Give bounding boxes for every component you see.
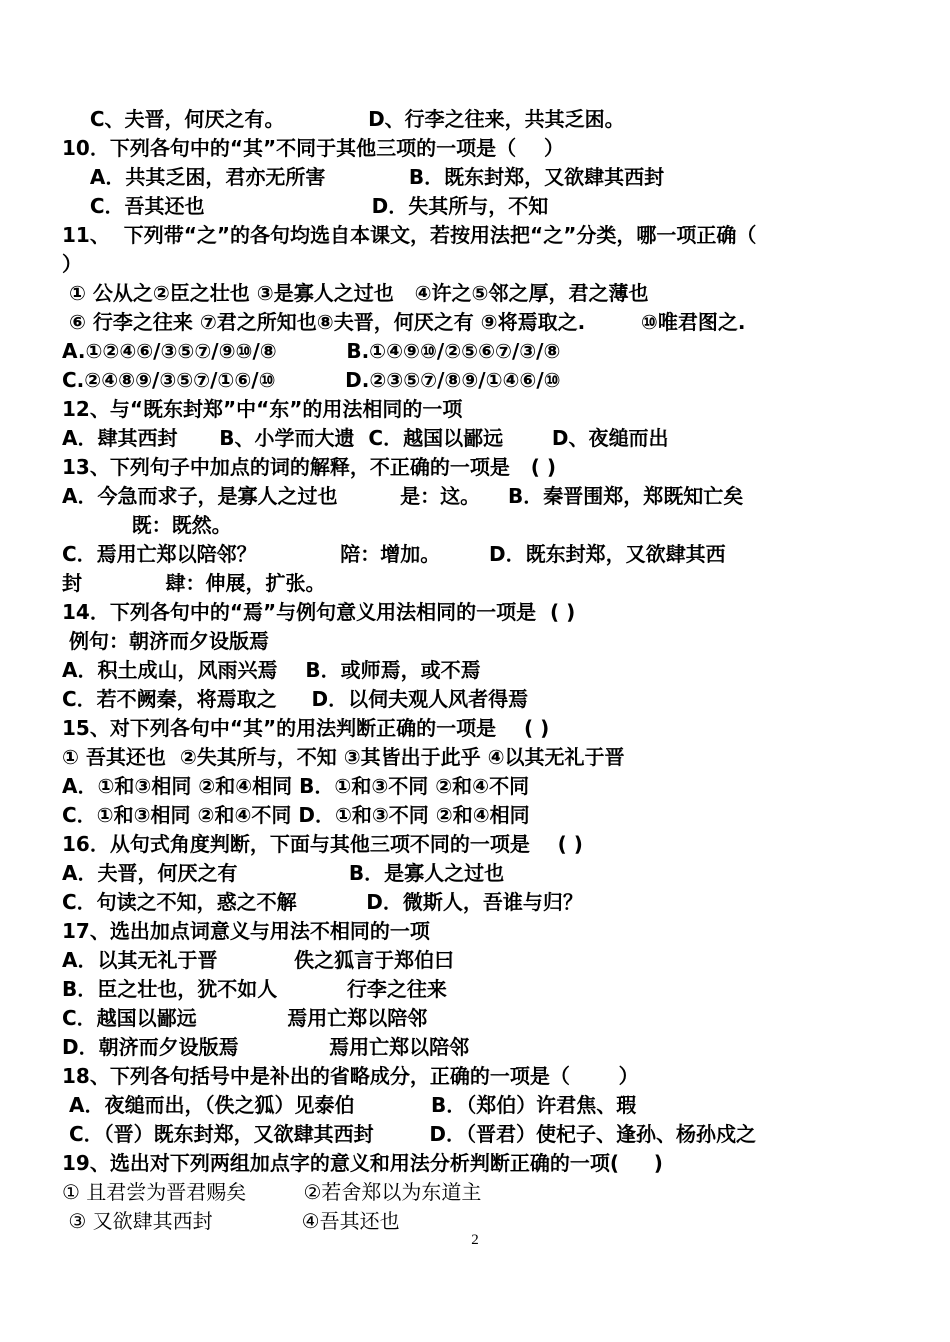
text-line: A．①和③相同 ②和④相同 B．①和③不同 ②和④不同 — [62, 774, 530, 798]
text-line: 19、选出对下列两组加点字的意义和用法分析判断正确的一项( ) — [62, 1151, 663, 1175]
text-line: A．肆其西封 B、小学而大遗 C．越国以鄙远 D、夜缒而出 — [62, 426, 669, 450]
text-line: ① 吾其还也 ②失其所与，不知 ③其皆出于此乎 ④以其无礼于晋 — [62, 745, 625, 769]
text-line: 15、对下列各句中“其”的用法判断正确的一项是 ( ) — [62, 716, 550, 740]
text-line: C．句读之不知，惑之不解 D．微斯人，吾谁与归？ — [62, 890, 583, 914]
text-line: ⑥ 行李之往来 ⑦君之所知也⑧夫晋，何厌之有 ⑨将焉取之. ⑩唯君图之. — [62, 310, 746, 334]
text-line: 12、与“既东封郑”中“东”的用法相同的一项 — [62, 397, 463, 421]
text-line: A．今急而求子，是寡人之过也 是：这。 B．秦晋围郑，郑既知亡矣 — [62, 484, 744, 508]
text-line: 13、下列句子中加点的词的解释，不正确的一项是 ( ) — [62, 455, 556, 479]
text-line: C．①和③相同 ②和④不同 D．①和③不同 ②和④相同 — [62, 803, 530, 827]
text-line: C、夫晋，何厌之有。 D、行李之往来，共其乏困。 — [62, 107, 625, 131]
text-line: ③ 又欲肆其西封 ④吾其还也 — [62, 1209, 400, 1233]
text-line: 例句：朝济而夕设版焉 — [62, 629, 269, 653]
text-line: A．共其乏困，君亦无所害 B．既东封郑，又欲肆其西封 — [62, 165, 665, 189]
page-number: 2 — [471, 1232, 479, 1248]
text-line: 16．从句式角度判断，下面与其他三项不同的一项是 ( ) — [62, 832, 583, 856]
text-line: A．夫晋，何厌之有 B．是寡人之过也 — [62, 861, 505, 885]
text-line: ） — [62, 252, 82, 276]
text-line: A．夜缒而出，（佚之狐）见泰伯 B．（郑伯）许君焦、瑕 — [62, 1093, 637, 1117]
text-line: 18、下列各句括号中是补出的省略成分，正确的一项是（ ） — [62, 1064, 639, 1088]
text-line: A．积土成山，风雨兴焉 B．或师焉，或不焉 — [62, 658, 481, 682]
text-line: C.②④⑧⑨/③⑤⑦/①⑥/⑩ D.②③⑤⑦/⑧⑨/①④⑥/⑩ — [62, 368, 561, 392]
text-line: ① 且君尝为晋君赐矣 ②若舍郑以为东道主 — [62, 1180, 482, 1204]
text-line: 17、选出加点词意义与用法不相同的一项 — [62, 919, 430, 943]
text-line: C．（晋）既东封郑，又欲肆其西封 D．（晋君）使杞子、逢孙、杨孙戍之 — [62, 1122, 756, 1146]
text-line: D．朝济而夕设版焉 焉用亡郑以陪邻 — [62, 1035, 470, 1059]
text-line: C．若不阙秦，将焉取之 D．以伺夫观人风者得焉 — [62, 687, 529, 711]
text-line: B．臣之壮也，犹不如人 行李之往来 — [62, 977, 447, 1001]
text-line: C．焉用亡郑以陪邻？ 陪：增加。 D．既东封郑，又欲肆其西 — [62, 542, 726, 566]
text-line: A．以其无礼于晋 佚之狐言于郑伯曰 — [62, 948, 455, 972]
text-line: A.①②④⑥/③⑤⑦/⑨⑩/⑧ B.①④⑨⑩/②⑤⑥⑦/③/⑧ — [62, 339, 561, 363]
text-line: 既：既然。 — [62, 513, 232, 537]
text-line: C．越国以鄙远 焉用亡郑以陪邻 — [62, 1006, 428, 1030]
text-line: 封 肆：伸展，扩张。 — [62, 571, 326, 595]
text-line: 10．下列各句中的“其”不同于其他三项的一项是（ ） — [62, 136, 564, 160]
text-line: 11、 下列带“之”的各句均选自本课文，若按用法把“之”分类，哪一项正确（ — [62, 223, 757, 247]
text-line: ① 公从之②臣之壮也 ③是寡人之过也 ④许之⑤邻之厚，君之薄也 — [62, 281, 649, 305]
text-line: 14．下列各句中的“焉”与例句意义用法相同的一项是 ( ) — [62, 600, 576, 624]
text-line: C．吾其还也 D．失其所与，不知 — [62, 194, 549, 218]
